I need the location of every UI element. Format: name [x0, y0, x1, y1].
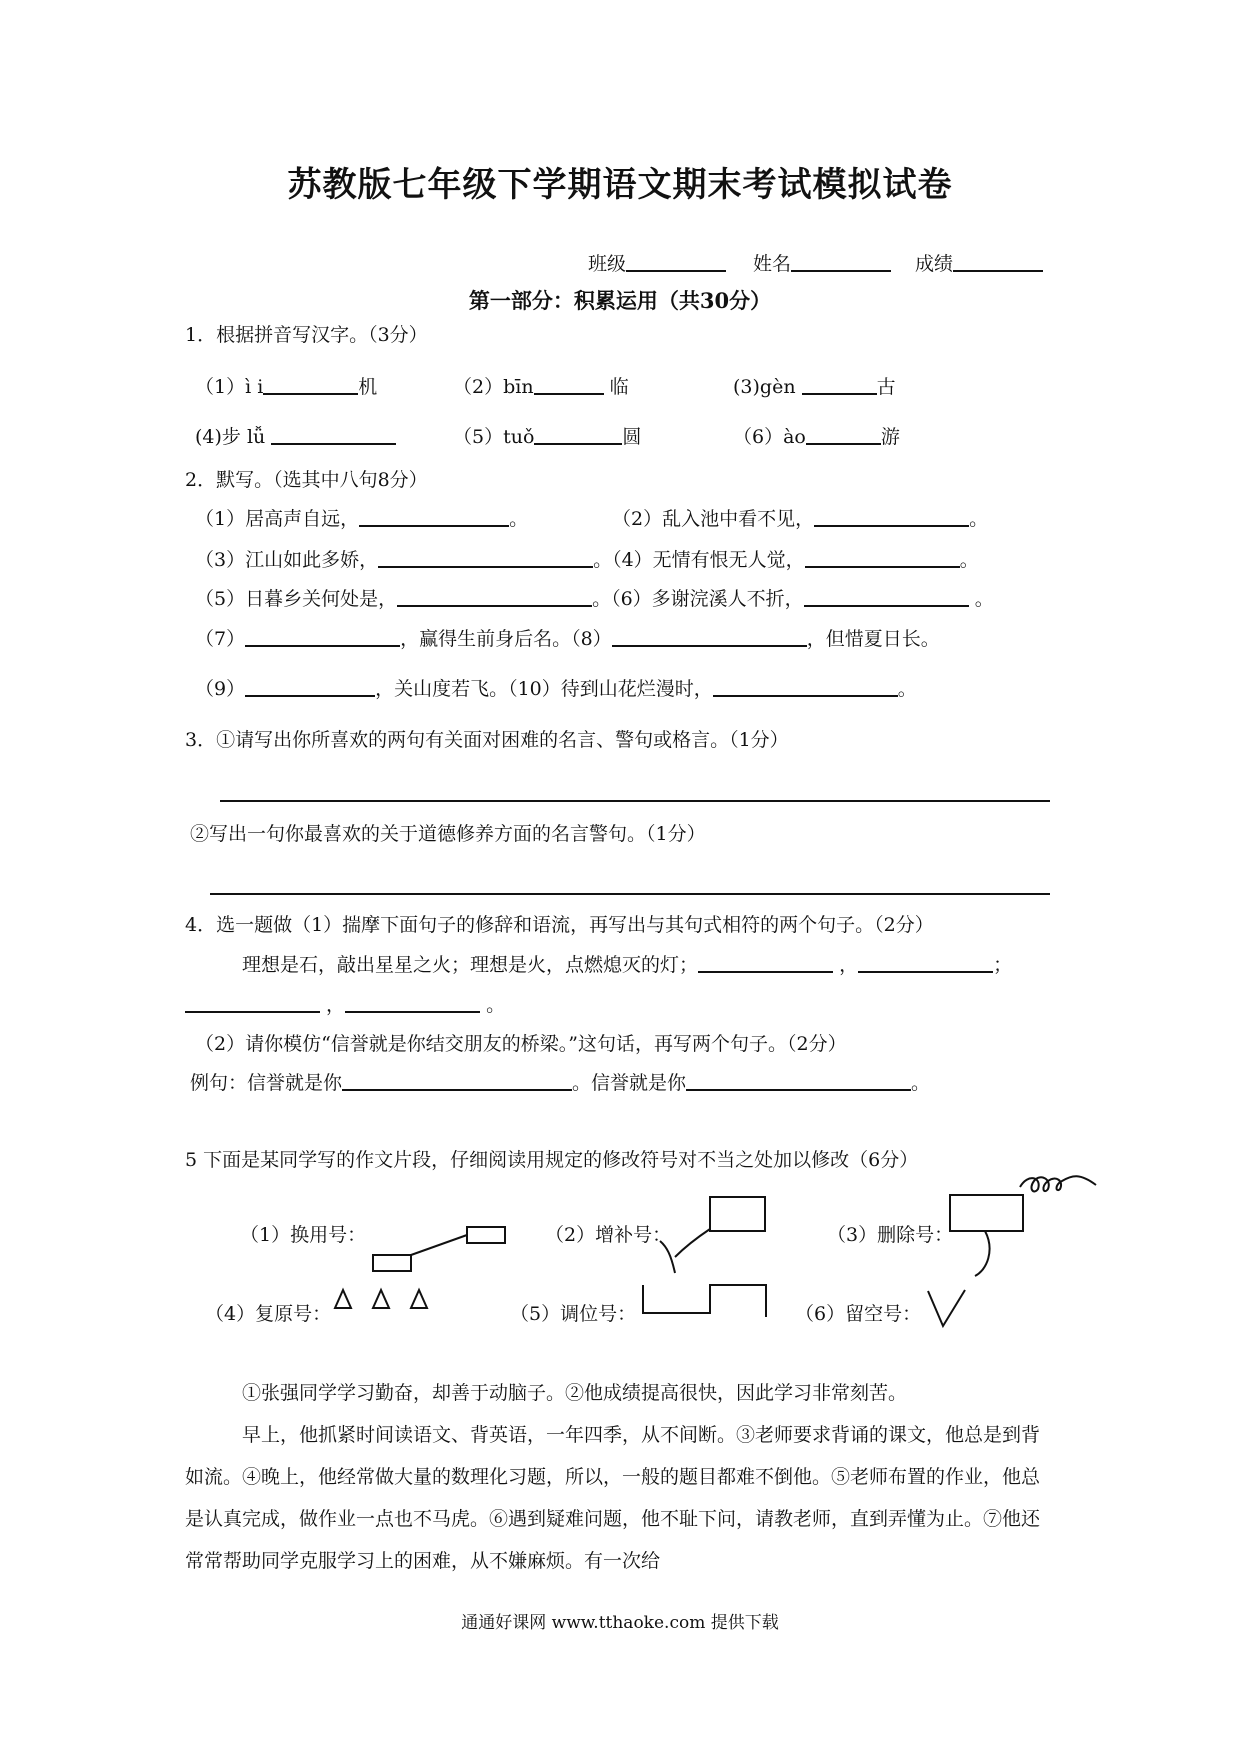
answer-blank[interactable]: [271, 425, 396, 445]
q3-answer-line-1[interactable]: [220, 800, 1050, 802]
answer-blank[interactable]: [397, 587, 592, 607]
symbol-restore-label: （4）复原号：: [205, 1303, 332, 1325]
insert-mark-icon: [655, 1195, 775, 1275]
answer-blank[interactable]: [245, 677, 375, 697]
answer-blank[interactable]: [698, 953, 833, 973]
answer-blank[interactable]: [806, 425, 881, 445]
answer-blank[interactable]: [534, 375, 604, 395]
symbol-replace-label: （1）换用号：: [240, 1224, 367, 1246]
exam-title: 苏教版七年级下学期语文期末考试模拟试卷: [287, 165, 953, 205]
name-label: 姓名: [753, 253, 792, 275]
answer-blank[interactable]: [802, 375, 877, 395]
q1-item-2: （2）bīn 临: [453, 376, 629, 398]
symbol-insert-label: （2）增补号：: [545, 1224, 672, 1246]
answer-blank[interactable]: [805, 548, 960, 568]
score-blank[interactable]: [953, 252, 1043, 272]
q1-item-3: (3)gèn 古: [733, 376, 896, 398]
answer-blank[interactable]: [185, 993, 320, 1013]
passage-paragraph-1: ①张强同学学习勤奋，却善于动脑子。②他成绩提高很快，因此学习非常刻苦。: [242, 1382, 908, 1404]
answer-blank[interactable]: [612, 627, 807, 647]
score-field[interactable]: [915, 252, 1043, 276]
q4-example2-line: 例句：信誉就是你 。信誉就是你 。: [190, 1072, 931, 1094]
q4-continue-line: ， 。: [185, 993, 505, 1017]
symbol-transpose-label: （5）调位号：: [510, 1303, 637, 1325]
answer-blank[interactable]: [378, 548, 593, 568]
class-blank[interactable]: [626, 252, 726, 272]
answer-blank[interactable]: [686, 1071, 911, 1091]
q1-item-4: (4)步 lǚ: [195, 425, 396, 449]
answer-blank[interactable]: [342, 1071, 572, 1091]
answer-blank[interactable]: [245, 627, 400, 647]
score-label: 成绩: [915, 253, 954, 275]
q2-line-3: （5）日暮乡关何处是， 。（6）多谢浣溪人不折， 。: [195, 588, 994, 610]
q2-line-1b: （2）乱入池中看不见， 。: [612, 508, 989, 530]
symbol-space-label: （6）留空号：: [795, 1303, 922, 1325]
q1-item-6: （6）ào 游: [733, 426, 900, 448]
q3-stem-1: 3．①请写出你所喜欢的两句有关面对困难的名言、警句或格言。（1分）: [185, 729, 789, 751]
delete-mark-icon: [945, 1190, 1055, 1280]
name-blank[interactable]: [791, 252, 891, 272]
symbol-delete-label: （3）删除号：: [827, 1224, 954, 1246]
q4-sub2: （2）请你模仿“信誉就是你结交朋友的桥梁。”这句话，再写两个句子。（2分）: [195, 1033, 847, 1055]
q2-line-1: （1）居高声自远， 。: [195, 508, 529, 530]
answer-blank[interactable]: [263, 375, 358, 395]
q1-stem: 1．根据拼音写汉字。（3分）: [185, 324, 428, 346]
q2-line-5: （9） ，关山度若飞。（10）待到山花烂漫时， 。: [195, 678, 917, 700]
q4-stem: 4．选一题做（1）揣摩下面句子的修辞和语流，再写出与其句式相符的两个句子。（2分）: [185, 914, 934, 936]
q2-line-2: （3）江山如此多娇， 。（4）无情有恨无人觉， 。: [195, 549, 979, 571]
class-label: 班级: [588, 253, 627, 275]
class-field[interactable]: [588, 252, 726, 276]
q1-item-5: （5）tuǒ 圆: [453, 426, 642, 448]
name-field[interactable]: [753, 252, 891, 276]
restore-mark-icon: [333, 1288, 433, 1318]
q5-stem: 5 下面是某同学写的作文片段，仔细阅读用规定的修改符号对不当之处加以修改（6分）: [185, 1149, 919, 1171]
footer-credit: 通通好课网 www.tthaoke.com 提供下载: [461, 1613, 779, 1633]
part1-heading: 第一部分：积累运用（共30分）: [468, 288, 772, 313]
q2-stem: 2．默写。（选其中八句8分）: [185, 469, 428, 491]
q4-example-line: 理想是石，敲出星星之火；理想是火，点燃熄灭的灯； ， ；: [242, 954, 1013, 976]
space-mark-icon: [925, 1288, 970, 1333]
q3-stem-2: ②写出一句你最喜欢的关于道德修养方面的名言警句。（1分）: [190, 823, 706, 845]
replace-mark-icon: [370, 1225, 510, 1275]
answer-blank[interactable]: [804, 587, 969, 607]
answer-blank[interactable]: [345, 993, 480, 1013]
passage-paragraph-2: 早上，他抓紧时间读语文、背英语，一年四季，从不间断。③老师要求背诵的课文，他总是到背如流。④晚上，他经常做大量的数理化习题，所以，一般的题目都难不倒他。⑤老师布置的作业，他总是认真完成，做作业一点也不马虎。⑥遇到疑难问题，他不耻下问，请教老师，直到弄懂为止。⑦他还常常帮助同学克服学习上的困难，从不嫌麻烦。有一次给: [185, 1424, 1041, 1572]
answer-blank[interactable]: [534, 425, 622, 445]
q2-line-4: （7） ，赢得生前身后名。（8） ，但惜夏日长。: [195, 628, 940, 650]
answer-blank[interactable]: [713, 677, 898, 697]
q3-answer-line-2[interactable]: [210, 893, 1050, 895]
transpose-mark-icon: [638, 1275, 778, 1325]
q1-item-1: （1）ì i 机: [195, 376, 378, 398]
answer-blank[interactable]: [359, 507, 509, 527]
answer-blank[interactable]: [858, 953, 993, 973]
answer-blank[interactable]: [814, 507, 969, 527]
